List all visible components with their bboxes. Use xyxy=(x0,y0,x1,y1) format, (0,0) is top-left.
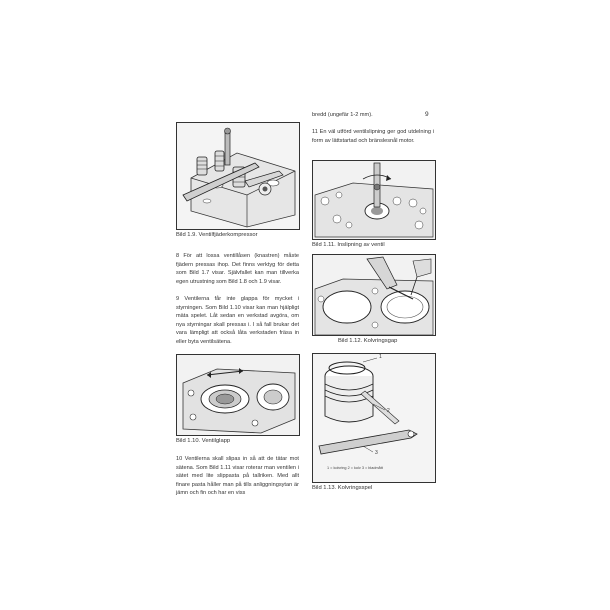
figure-1-9-caption: Bild 1.9. Ventilfjäderkompressor xyxy=(176,232,258,238)
valve-play-measurement-illustration xyxy=(177,355,299,435)
figure-1-12 xyxy=(312,254,436,336)
figure-1-13 xyxy=(312,353,436,483)
valve-lapping-illustration xyxy=(313,161,435,239)
paragraph-10: 10 Ventilerna skall slipas in så att de tätar mot sätena. Som Bild 1.11 visar roterar man ventilen i sätet med lite slippasta på tallriken. Med allt finare pasta håller man på tills anliggningsytan är jämn och fin och har en viss xyxy=(176,456,299,497)
paragraph-8: 8 För att lossa ventillåsen (knastren) måste fjädern pressas ihop. Det finns verktyg för detta som Bild 1.7 visar. Självfallet kan man tillverka egen utrustning som Bild 1.8 och 1.9 visar. xyxy=(176,253,299,285)
paragraph-11: 11 En väl utförd ventilslipning ger god utdelning i form av lättstartad och bränslesnål motor. xyxy=(312,129,434,144)
piston-ring-clearance-illustration xyxy=(313,354,435,482)
figure-1-10 xyxy=(176,354,300,436)
callout-3: 3 xyxy=(375,450,378,456)
figure-1-10-caption: Bild 1.10. Ventilglapp xyxy=(176,438,231,444)
page-number: 9 xyxy=(425,111,429,118)
figure-1-11-caption: Bild 1.11. Inslipning av ventil xyxy=(312,242,385,248)
piston-ring-gap-illustration xyxy=(313,255,435,335)
figure-1-11 xyxy=(312,160,436,240)
paragraph-10-continued: bredd (ungefär 1-2 mm). xyxy=(312,112,373,118)
paragraph-9: 9 Ventilerna får inte glappa för mycket i styrningen. Som Bild 1.10 visar kan man hjälpligt mäta spelet. Låt sedan en verkstad avgöra, om nya styrningar skall pressas i. I så fall brukar det vara lämpligt att också låta verkstaden fräsa in eller byta ventilsätena. xyxy=(176,296,299,345)
figure-1-13-caption: Bild 1.13. Kolvringsspel xyxy=(312,485,373,491)
valve-spring-compressor-illustration xyxy=(177,123,299,229)
figure-1-12-caption: Bild 1.12. Kolvringsgap xyxy=(338,338,398,344)
callout-1: 1 xyxy=(379,354,382,360)
figure-1-13-legend: 1 = kolvring 2 = kolv 3 = bladmått xyxy=(327,466,383,470)
callout-2: 2 xyxy=(387,408,390,414)
figure-1-9 xyxy=(176,122,300,230)
